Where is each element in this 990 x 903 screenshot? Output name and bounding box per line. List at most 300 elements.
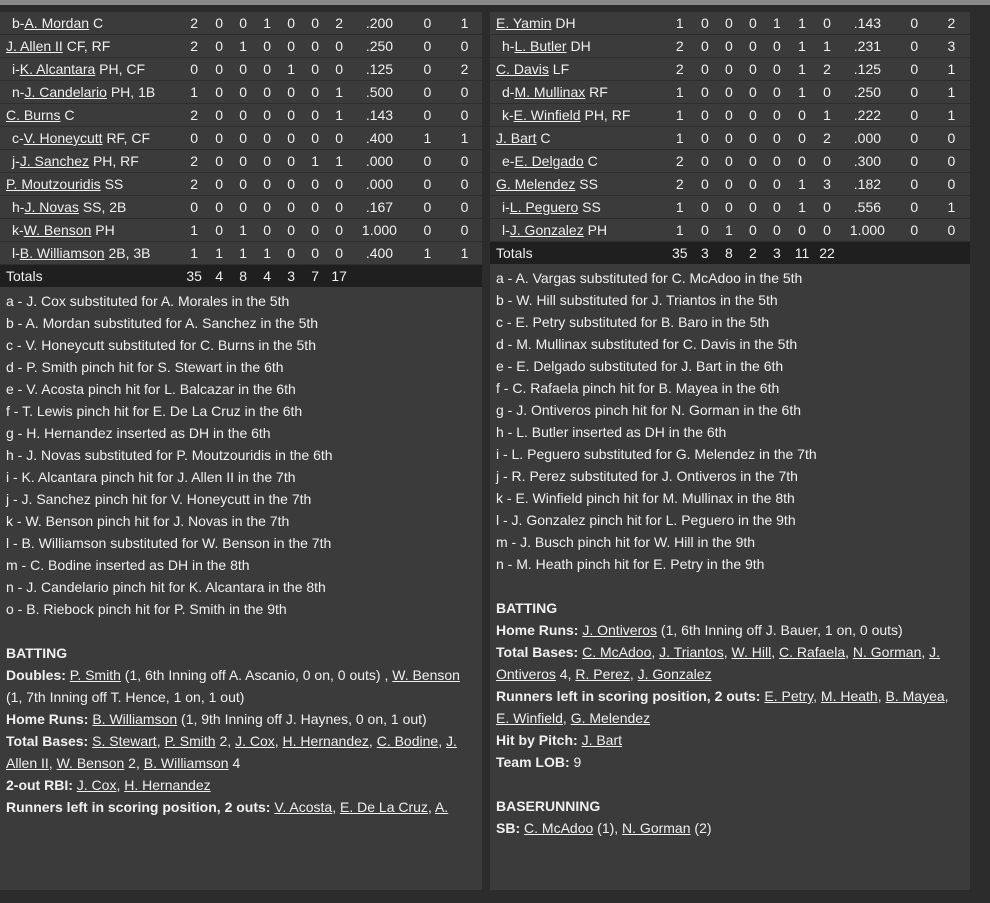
stat-cell: 0: [447, 150, 482, 173]
stat-cell: .125: [839, 58, 896, 81]
player-link[interactable]: V. Honeycutt: [23, 130, 103, 146]
batter-row: [0, 173, 482, 196]
substitution-note: m - J. Busch pinch hit for W. Hill in the 9th: [496, 534, 756, 550]
stat-cell: 0: [447, 173, 482, 196]
player-link[interactable]: L. Peguero: [509, 199, 579, 215]
stat-cell: 0: [231, 127, 255, 150]
stat-cell: 1: [933, 58, 970, 81]
stat-cell: 1: [181, 219, 207, 242]
stat-cell: 1: [789, 81, 815, 104]
stat-cell: 0: [207, 12, 231, 35]
batter-name-cell: [490, 12, 667, 35]
batter-position: DH: [570, 38, 591, 54]
player-link[interactable]: E. De La Cruz: [340, 799, 428, 815]
batter-name-cell: [490, 219, 667, 242]
batter-row: [0, 35, 482, 58]
stat-cell: 0: [255, 104, 279, 127]
stat-cell: .250: [839, 81, 896, 104]
substitution-note: e - E. Delgado substituted for J. Bart in the 6th: [496, 358, 784, 374]
stat-cell: 1: [447, 12, 482, 35]
stat-cell: 2: [447, 58, 482, 81]
stat-cell: 0: [693, 58, 717, 81]
player-link[interactable]: J. Gonzalez: [637, 666, 712, 682]
player-link[interactable]: S. Stewart: [92, 733, 157, 749]
substitution-note: a - J. Cox substituted for A. Morales in the 5th: [6, 293, 290, 309]
player-link[interactable]: W. Benson: [392, 667, 460, 683]
stat-cell: 0: [279, 12, 303, 35]
sub-letter: d-: [502, 84, 515, 100]
player-link[interactable]: J. Candelario: [24, 84, 107, 100]
right-risp: Runners left in scoring position, 2 outs: E. Petry, M. Heath, B. Mayea, E. Winfield, G. Melendez: [496, 688, 949, 726]
stat-cell: 1: [815, 104, 839, 127]
sub-letter: j-: [12, 153, 20, 169]
totals-stat-cell: 4: [207, 265, 231, 288]
substitution-note: f - T. Lewis pinch hit for E. De La Cruz in the 6th: [6, 403, 303, 419]
stat-cell: 0: [741, 219, 765, 242]
stat-cell: 0: [303, 127, 327, 150]
stat-cell: .400: [351, 127, 408, 150]
stat-cell: 0: [327, 242, 351, 265]
stat-cell: 0: [207, 104, 231, 127]
batter-name-cell: [0, 127, 181, 150]
stat-cell: 0: [408, 35, 447, 58]
stat-cell: 0: [741, 150, 765, 173]
player-link[interactable]: N. Gorman: [852, 644, 922, 660]
batter-row: [490, 219, 970, 242]
player-link[interactable]: J. Novas: [24, 199, 79, 215]
stat-cell: 0: [279, 127, 303, 150]
player-link[interactable]: J. Gonzalez: [509, 222, 584, 238]
stat-cell: 0: [447, 104, 482, 127]
player-link[interactable]: J. Bart: [496, 130, 537, 146]
batter-position: C: [540, 130, 551, 146]
player-link[interactable]: B. Williamson: [143, 755, 229, 771]
player-link[interactable]: J. Triantos: [659, 644, 724, 660]
stat-cell: 0: [741, 12, 765, 35]
player-link[interactable]: E. Delgado: [514, 153, 584, 169]
totals-row: [490, 242, 970, 265]
stat-cell: 0: [896, 35, 933, 58]
stat-cell: 0: [303, 196, 327, 219]
stat-cell: .300: [839, 150, 896, 173]
stat-cell: 0: [207, 35, 231, 58]
stat-cell: 0: [255, 219, 279, 242]
substitution-note: k - E. Winfield pinch hit for M. Mullinax in the 8th: [496, 490, 795, 506]
batter-name-cell: [0, 196, 181, 219]
totals-label: Totals: [490, 242, 667, 265]
stat-cell: 0: [207, 219, 231, 242]
player-link[interactable]: J. Ontiveros: [582, 622, 658, 638]
batter-row: [0, 104, 482, 127]
player-link[interactable]: L. Butler: [514, 38, 567, 54]
stat-cell: 1: [279, 58, 303, 81]
stat-cell: 1: [231, 242, 255, 265]
stat-cell: 0: [303, 219, 327, 242]
sub-letter: h-: [502, 38, 515, 54]
player-link[interactable]: P. Smith: [69, 667, 121, 683]
batter-name-cell: [0, 219, 181, 242]
player-link[interactable]: C. McAdoo: [524, 820, 594, 836]
stat-cell: 2: [181, 35, 207, 58]
stat-cell: 0: [279, 219, 303, 242]
player-link[interactable]: J. Cox: [235, 733, 275, 749]
left-home-runs: Home Runs: B. Williamson (1, 9th Inning off J. Haynes, 0 on, 1 out): [6, 711, 427, 727]
stat-cell: 0: [717, 12, 741, 35]
sub-letter: i-: [12, 61, 20, 77]
stat-cell: 0: [408, 150, 447, 173]
stat-cell: 0: [896, 104, 933, 127]
batter-name-cell: [490, 127, 667, 150]
right-total-bases: Total Bases: C. McAdoo, J. Triantos, W. Hill, C. Rafaela, N. Gorman, J. Ontiveros 4, R. Perez, J. Gonzalez: [496, 644, 941, 682]
batter-position: PH, CF: [99, 61, 146, 77]
right-batting-table: [490, 12, 970, 264]
stat-cell: 0: [717, 81, 741, 104]
player-link[interactable]: M. Heath: [820, 688, 878, 704]
player-link[interactable]: J. Bart: [581, 732, 623, 748]
batter-position: PH, RF: [92, 153, 139, 169]
player-link[interactable]: K. Alcantara: [19, 61, 96, 77]
substitution-note: m - C. Bodine inserted as DH in the 8th: [6, 557, 250, 573]
batter-position: PH: [95, 222, 115, 238]
player-link[interactable]: A.: [434, 799, 449, 815]
left-batting-heading: BATTING: [6, 645, 68, 661]
batter-row: [0, 219, 482, 242]
stat-cell: 1: [408, 242, 447, 265]
stat-cell: 0: [408, 104, 447, 127]
stat-cell: 0: [765, 219, 789, 242]
stat-cell: 0: [765, 127, 789, 150]
batter-name-cell: [490, 58, 667, 81]
right-home-runs: Home Runs: J. Ontiveros (1, 6th Inning off J. Bauer, 1 on, 0 outs): [496, 622, 903, 638]
stat-cell: 0: [789, 150, 815, 173]
stat-cell: 0: [765, 173, 789, 196]
stat-cell: 2: [181, 12, 207, 35]
batter-position: SS: [104, 176, 124, 192]
sub-letter: e-: [502, 153, 515, 169]
stat-cell: 2: [181, 150, 207, 173]
stat-cell: 2: [933, 12, 970, 35]
totals-stat-cell: 8: [231, 265, 255, 288]
player-link[interactable]: J. Allen II: [6, 733, 457, 771]
stat-cell: 1: [408, 127, 447, 150]
player-link[interactable]: C. McAdoo: [582, 644, 652, 660]
stat-cell: 0: [231, 58, 255, 81]
substitution-note: g - J. Ontiveros pinch hit for N. Gorman in the 6th: [496, 402, 802, 418]
substitution-note: o - B. Riebock pinch hit for P. Smith in the 9th: [6, 601, 287, 617]
left-risp: Runners left in scoring position, 2 outs: V. Acosta, E. De La Cruz, A.: [6, 799, 449, 815]
stat-cell: 0: [693, 219, 717, 242]
stat-cell: 0: [231, 81, 255, 104]
player-link[interactable]: G. Melendez: [496, 176, 576, 192]
right-team-lob: Team LOB: 9: [496, 754, 582, 770]
stat-cell: 0: [279, 35, 303, 58]
totals-stat-cell: 35: [667, 242, 693, 265]
player-link[interactable]: J. Sanchez: [19, 153, 90, 169]
stat-cell: 0: [717, 150, 741, 173]
player-link[interactable]: G. Melendez: [570, 710, 651, 726]
player-link[interactable]: J. Cox: [76, 777, 117, 793]
stat-cell: 1: [303, 150, 327, 173]
player-link[interactable]: P. Smith: [164, 733, 216, 749]
player-link[interactable]: W. Benson: [56, 755, 125, 771]
stat-cell: 0: [408, 12, 447, 35]
player-link[interactable]: E. Winfield: [496, 710, 563, 726]
right-batting-heading: BATTING: [496, 600, 558, 616]
stat-cell: 0: [815, 81, 839, 104]
substitution-note: a - A. Vargas substituted for C. McAdoo in the 5th: [496, 270, 803, 286]
stat-cell: 0: [231, 104, 255, 127]
player-link[interactable]: W. Hill: [731, 644, 772, 660]
batter-name-cell: [490, 150, 667, 173]
substitution-note: i - L. Peguero substituted for G. Melendez in the 7th: [496, 446, 817, 462]
stat-cell: 0: [815, 12, 839, 35]
substitution-note: l - B. Williamson substituted for W. Benson in the 7th: [6, 535, 332, 551]
stat-cell: .000: [351, 173, 408, 196]
player-link[interactable]: C. Davis: [496, 61, 549, 77]
stat-cell: 0: [765, 81, 789, 104]
substitution-note: h - J. Novas substituted for P. Moutzouridis in the 6th: [6, 447, 333, 463]
player-link[interactable]: V. Acosta: [274, 799, 333, 815]
stat-cell: 0: [765, 58, 789, 81]
stat-cell: 0: [693, 173, 717, 196]
top-divider: [0, 0, 990, 5]
stat-cell: 1: [933, 81, 970, 104]
stat-cell: 0: [181, 58, 207, 81]
batter-name-cell: [0, 81, 181, 104]
batter-name-cell: [0, 35, 181, 58]
stat-cell: 0: [693, 35, 717, 58]
stat-cell: 1: [789, 12, 815, 35]
stat-cell: 1: [789, 58, 815, 81]
batter-name-cell: [0, 150, 181, 173]
substitution-note: b - W. Hill substituted for J. Triantos in the 5th: [496, 292, 778, 308]
stat-cell: 0: [327, 173, 351, 196]
totals-stat-cell: 35: [181, 265, 207, 288]
stat-cell: 0: [765, 104, 789, 127]
sub-letter: b-: [12, 15, 25, 31]
stat-cell: 0: [815, 196, 839, 219]
batter-position: C: [64, 107, 75, 123]
stat-cell: 1.000: [351, 219, 408, 242]
stat-cell: 0: [207, 58, 231, 81]
sub-letter: n-: [12, 84, 25, 100]
stat-cell: 2: [181, 173, 207, 196]
totals-stat-cell: 3: [765, 242, 789, 265]
stat-cell: 1: [789, 35, 815, 58]
batter-position: SS: [582, 199, 601, 215]
stat-cell: 0: [327, 127, 351, 150]
player-link[interactable]: C. Burns: [6, 107, 61, 123]
stat-cell: 0: [693, 150, 717, 173]
batter-row: [0, 242, 482, 265]
totals-stat-cell: 3: [279, 265, 303, 288]
substitution-note: k - W. Benson pinch hit for J. Novas in the 7th: [6, 513, 290, 529]
stat-cell: 0: [717, 173, 741, 196]
sub-letter: i-: [502, 199, 510, 215]
stat-cell: 0: [717, 104, 741, 127]
player-link[interactable]: R. Perez: [575, 666, 630, 682]
stat-cell: 0: [255, 127, 279, 150]
batter-row: [490, 35, 970, 58]
stat-cell: 1: [327, 104, 351, 127]
stat-cell: 0: [207, 81, 231, 104]
stat-cell: 3: [933, 35, 970, 58]
batter-position: C: [587, 153, 598, 169]
stat-cell: .222: [839, 104, 896, 127]
batter-position: LF: [552, 61, 570, 77]
player-link[interactable]: E. Winfield: [513, 107, 581, 123]
batter-row: [490, 58, 970, 81]
player-link[interactable]: J. Allen II: [6, 38, 63, 54]
substitution-note: d - M. Mullinax substituted for C. Davis in the 5th: [496, 336, 798, 352]
stat-cell: 0: [741, 127, 765, 150]
player-link[interactable]: N. Gorman: [622, 820, 691, 836]
stat-cell: 0: [717, 127, 741, 150]
stat-cell: .556: [839, 196, 896, 219]
stat-cell: 1: [815, 35, 839, 58]
sub-letter: c-: [12, 130, 24, 146]
stat-cell: 0: [207, 127, 231, 150]
sub-letter: l-: [12, 245, 20, 261]
substitution-note: i - K. Alcantara pinch hit for J. Allen II in the 7th: [6, 469, 296, 485]
stat-cell: 0: [765, 35, 789, 58]
player-link[interactable]: A. Mordan: [24, 15, 90, 31]
substitution-note: j - R. Perez substituted for J. Ontiveros in the 7th: [496, 468, 798, 484]
stat-cell: 1.000: [839, 219, 896, 242]
left-box-score-panel: [0, 12, 482, 890]
stat-cell: 0: [231, 150, 255, 173]
stat-cell: 0: [741, 35, 765, 58]
player-link[interactable]: B. Mayea: [885, 688, 945, 704]
stat-cell: 1: [255, 242, 279, 265]
player-link[interactable]: P. Moutzouridis: [6, 176, 101, 192]
stat-cell: 1: [667, 104, 693, 127]
stat-cell: 2: [667, 35, 693, 58]
substitution-note: c - E. Petry substituted for B. Baro in the 5th: [496, 314, 770, 330]
player-link[interactable]: B. Williamson: [92, 711, 178, 727]
substitution-note: j - J. Sanchez pinch hit for V. Honeycutt in the 7th: [6, 491, 312, 507]
totals-stat-cell: 22: [815, 242, 839, 265]
stat-cell: 0: [408, 173, 447, 196]
player-link[interactable]: B. Williamson: [19, 245, 105, 261]
stat-cell: 1: [327, 81, 351, 104]
stat-cell: 0: [717, 58, 741, 81]
substitution-note: b - A. Mordan substituted for A. Sanchez in the 5th: [6, 315, 319, 331]
player-link[interactable]: E. Petry: [764, 688, 814, 704]
substitution-note: l - J. Gonzalez pinch hit for L. Peguero in the 9th: [496, 512, 796, 528]
batter-position: SS: [579, 176, 598, 192]
stat-cell: 0: [741, 173, 765, 196]
batter-row: [0, 150, 482, 173]
totals-stat-cell: 7: [303, 265, 327, 288]
stat-cell: 1: [255, 12, 279, 35]
batter-name-cell: [490, 35, 667, 58]
stat-cell: 0: [181, 127, 207, 150]
stat-cell: 0: [303, 242, 327, 265]
stat-cell: 0: [693, 12, 717, 35]
batter-name-cell: [0, 12, 181, 35]
stat-cell: 0: [327, 219, 351, 242]
stat-cell: .250: [351, 35, 408, 58]
player-link[interactable]: C. Rafaela: [778, 644, 846, 660]
substitution-note: d - P. Smith pinch hit for S. Stewart in the 6th: [6, 359, 284, 375]
stat-cell: 1: [231, 219, 255, 242]
stat-cell: 0: [741, 104, 765, 127]
totals-stat-cell: 4: [255, 265, 279, 288]
batter-position: CF, RF: [66, 38, 111, 54]
batter-name-cell: [0, 173, 181, 196]
stat-cell: 0: [207, 150, 231, 173]
player-link[interactable]: J. Ontiveros: [496, 644, 941, 682]
stat-cell: 0: [255, 173, 279, 196]
player-link[interactable]: C. Bodine: [376, 733, 439, 749]
player-link[interactable]: E. Yamin: [496, 15, 552, 31]
stat-cell: 0: [408, 81, 447, 104]
stat-cell: 0: [327, 58, 351, 81]
left-doubles: Doubles: P. Smith (1, 6th Inning off A. Ascanio, 0 on, 0 outs) , W. Benson (1, 7th Inning off T. Hence, 1 on, 1 out): [6, 667, 460, 705]
right-hit-by-pitch: Hit by Pitch: J. Bart: [496, 732, 623, 748]
totals-row: [0, 265, 482, 288]
stat-cell: .125: [351, 58, 408, 81]
stat-cell: 0: [933, 219, 970, 242]
stat-cell: 0: [279, 104, 303, 127]
stat-cell: 0: [255, 150, 279, 173]
batter-name-cell: [490, 104, 667, 127]
stat-cell: 0: [327, 35, 351, 58]
stat-cell: 0: [279, 173, 303, 196]
stat-cell: 1: [667, 219, 693, 242]
stat-cell: 0: [231, 173, 255, 196]
player-link[interactable]: W. Benson: [23, 222, 92, 238]
stat-cell: 1: [667, 196, 693, 219]
stat-cell: 2: [667, 150, 693, 173]
batter-position: RF: [589, 84, 608, 100]
player-link[interactable]: H. Hernandez: [124, 777, 211, 793]
stat-cell: 0: [408, 219, 447, 242]
stat-cell: 0: [447, 35, 482, 58]
batter-row: [0, 127, 482, 150]
stat-cell: 0: [231, 12, 255, 35]
batter-row: [490, 150, 970, 173]
player-link[interactable]: H. Hernandez: [282, 733, 369, 749]
stat-cell: 0: [303, 81, 327, 104]
stat-cell: 0: [815, 150, 839, 173]
right-box-score-panel: [490, 12, 970, 890]
stat-cell: .500: [351, 81, 408, 104]
totals-stat-cell: 3: [693, 242, 717, 265]
stat-cell: 2: [667, 58, 693, 81]
sub-letter: h-: [12, 199, 25, 215]
batter-name-cell: [0, 242, 181, 265]
stat-cell: 0: [231, 196, 255, 219]
stat-cell: 0: [279, 242, 303, 265]
stat-cell: 0: [896, 127, 933, 150]
stat-cell: 1: [717, 219, 741, 242]
stat-cell: 0: [717, 196, 741, 219]
stat-cell: 1: [447, 242, 482, 265]
stat-cell: 0: [303, 58, 327, 81]
stat-cell: 0: [896, 12, 933, 35]
stat-cell: 0: [896, 58, 933, 81]
stat-cell: 0: [447, 81, 482, 104]
totals-stat-cell: 17: [327, 265, 351, 288]
batter-row: [0, 196, 482, 219]
stat-cell: .200: [351, 12, 408, 35]
player-link[interactable]: M. Mullinax: [514, 84, 586, 100]
batter-position: 2B, 3B: [108, 245, 151, 261]
stat-cell: 0: [896, 173, 933, 196]
stat-cell: 1: [667, 81, 693, 104]
